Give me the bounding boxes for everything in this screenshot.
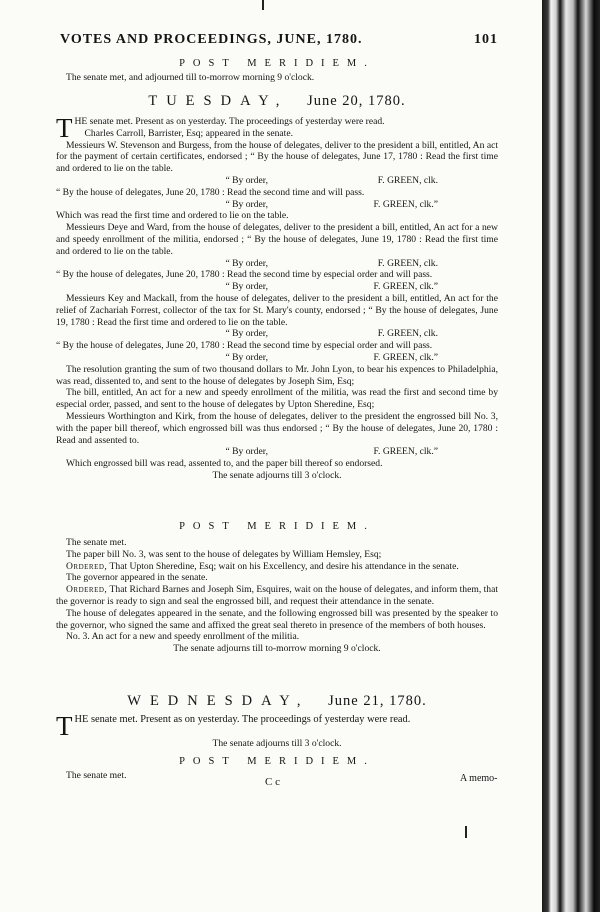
by-order: “ By order, F. GREEN, clk.” xyxy=(225,446,438,458)
by-order: “ By order, F. GREEN, clk.” xyxy=(225,351,438,363)
book-binding-edge xyxy=(542,0,600,912)
by-order: “ By order, F. GREEN, clk. xyxy=(225,257,438,269)
paragraph: The bill, entitled, An act for a new and speedy enrollment of the militia, was read the first and second time by especial order, passed, and sent to the house of delegates by Upton Sheredine, Esq; xyxy=(56,387,498,411)
by-order: “ By order, F. GREEN, clk. xyxy=(225,328,438,340)
day-name: TUESDAY, xyxy=(148,93,289,109)
signature-mark: C c xyxy=(265,776,280,788)
drop-cap: T xyxy=(56,113,73,143)
senate-met-line: The senate met. xyxy=(66,770,127,781)
adjourn-line: The senate adjourns till 3 o'clock. xyxy=(212,469,342,481)
adjourn-line: The senate adjourns till 3 o'clock. xyxy=(212,737,342,749)
senate-adjourned-line: The senate met, and adjourned till to-morrow morning 9 o'clock. xyxy=(66,72,315,83)
paragraph: Which was read the first time and ordered to lie on the table. xyxy=(56,210,289,222)
ordered-label: Ordered, xyxy=(66,584,108,596)
wednesday-proceedings xyxy=(56,711,498,750)
paragraph: Which engrossed bill was read, assented to, and the paper bill thereof so endorsed. xyxy=(66,458,383,470)
afternoon-proceedings xyxy=(56,537,498,655)
day-name: WEDNESDAY, xyxy=(127,693,310,709)
paragraph: Ordered, That Upton Sheredine, Esq; wait on his Excellency, and desire his attendance in the senate. xyxy=(66,560,459,572)
by-order: “ By order, F. GREEN, clk.” xyxy=(225,198,438,210)
post-meridiem-heading-2: POST MERIDIEM. xyxy=(179,521,375,532)
adjourn-line: The senate adjourns till to-morrow morning 9 o'clock. xyxy=(173,643,381,655)
by-order: “ By order, F. GREEN, clk.” xyxy=(225,281,438,293)
by-order: “ By order, F. GREEN, clk. xyxy=(225,174,438,186)
running-header xyxy=(60,32,498,48)
day-date: June 21, 1780. xyxy=(328,693,427,709)
paragraph: No. 3. An act for a new and speedy enrollment of the militia. xyxy=(66,631,300,643)
tuesday-proceedings xyxy=(56,113,498,482)
running-title: VOTES AND PROCEEDINGS, JUNE, 1780. xyxy=(60,32,363,47)
drop-cap: T xyxy=(56,711,73,741)
paragraph: Messieurs Deye and Ward, from the house of delegates, deliver to the president a bill, entitled, An act for a new and speedy enrollment of the militia, endorsed ; “ By the house of delegates, June 19, 1780 : Read the first time and ordered to lie on the table. xyxy=(56,222,498,257)
paragraph: Messieurs Worthington and Kirk, from the house of delegates, deliver to the president the engrossed bill No. 3, with the paper bill thereof, which engrossed bill was thus endorsed ; “ By the house of delegates, June 20, 1780 : Read and assented to. xyxy=(56,410,498,446)
opening-line: THE senate met. Present as on yesterday. The proceedings of yesterday were read. xyxy=(56,113,385,143)
tuesday-heading xyxy=(56,93,498,110)
paragraph: Ordered, That Richard Barnes and Joseph Sim, Esquires, wait on the house of delegates, and inform them, that the governor is ready to sign and seal the engrossed bill, and request their attendance in the senate. xyxy=(56,584,499,607)
paragraph: Messieurs Key and Mackall, from the house of delegates, deliver to the president a bill, entitled, An act for the relief of Zachariah Forrest, collector of the tax for St. Mary's county, endorsed ; “ By the house of delegates, June 19, 1780 : Read the first time and ordered to lie on the table. xyxy=(56,292,498,328)
stray-mark xyxy=(262,0,264,10)
paragraph: The paper bill No. 3, was sent to the house of delegates by William Hemsley, Esq; xyxy=(66,548,382,560)
paragraph: The house of delegates appeared in the senate, and the following engrossed bill was presented by the speaker to the governor, who signed the same and affixed the great seal thereto in presence of the members of both houses. xyxy=(56,607,498,631)
wednesday-heading xyxy=(56,693,498,710)
paragraph: Messieurs W. Stevenson and Burgess, from the house of delegates, deliver to the president a bill, entitled, An act for the payment of certain certificates, endorsed ; “ By the house of delegates, June 17, 1780 : Read the first time and ordered to lie on the table. xyxy=(56,139,498,175)
day-date: June 20, 1780. xyxy=(307,93,406,109)
page-number: 101 xyxy=(474,32,498,47)
paragraph: The governor appeared in the senate. xyxy=(66,572,208,584)
post-meridiem-heading-3: POST MERIDIEM. xyxy=(179,756,375,767)
post-meridiem-heading-1: POST MERIDIEM. xyxy=(179,58,375,69)
catchword: A memo- xyxy=(460,773,498,784)
stray-mark xyxy=(465,826,467,838)
paragraph: The senate met. xyxy=(66,537,127,548)
paragraph: “ By the house of delegates, June 20, 1780 : Read the second time by especial order and will pass. xyxy=(56,269,433,281)
ordered-label: Ordered, xyxy=(66,560,108,572)
opening-line: THE senate met. Present as on yesterday. The proceedings of yesterday were read. xyxy=(56,711,411,741)
paragraph: The resolution granting the sum of two thousand dollars to Mr. John Lyon, to bear his expences to Philadelphia, was read, dissented to, and sent to the house of delegates by Joseph Sim, Esq; xyxy=(56,363,498,387)
paragraph: “ By the house of delegates, June 20, 1780 : Read the second time and will pass. xyxy=(56,186,365,198)
paragraph: “ By the house of delegates, June 20, 1780 : Read the second time by especial order and will pass. xyxy=(56,340,433,352)
paragraph: Charles Carroll, Barrister, Esq; appeared in the senate. xyxy=(84,127,293,139)
